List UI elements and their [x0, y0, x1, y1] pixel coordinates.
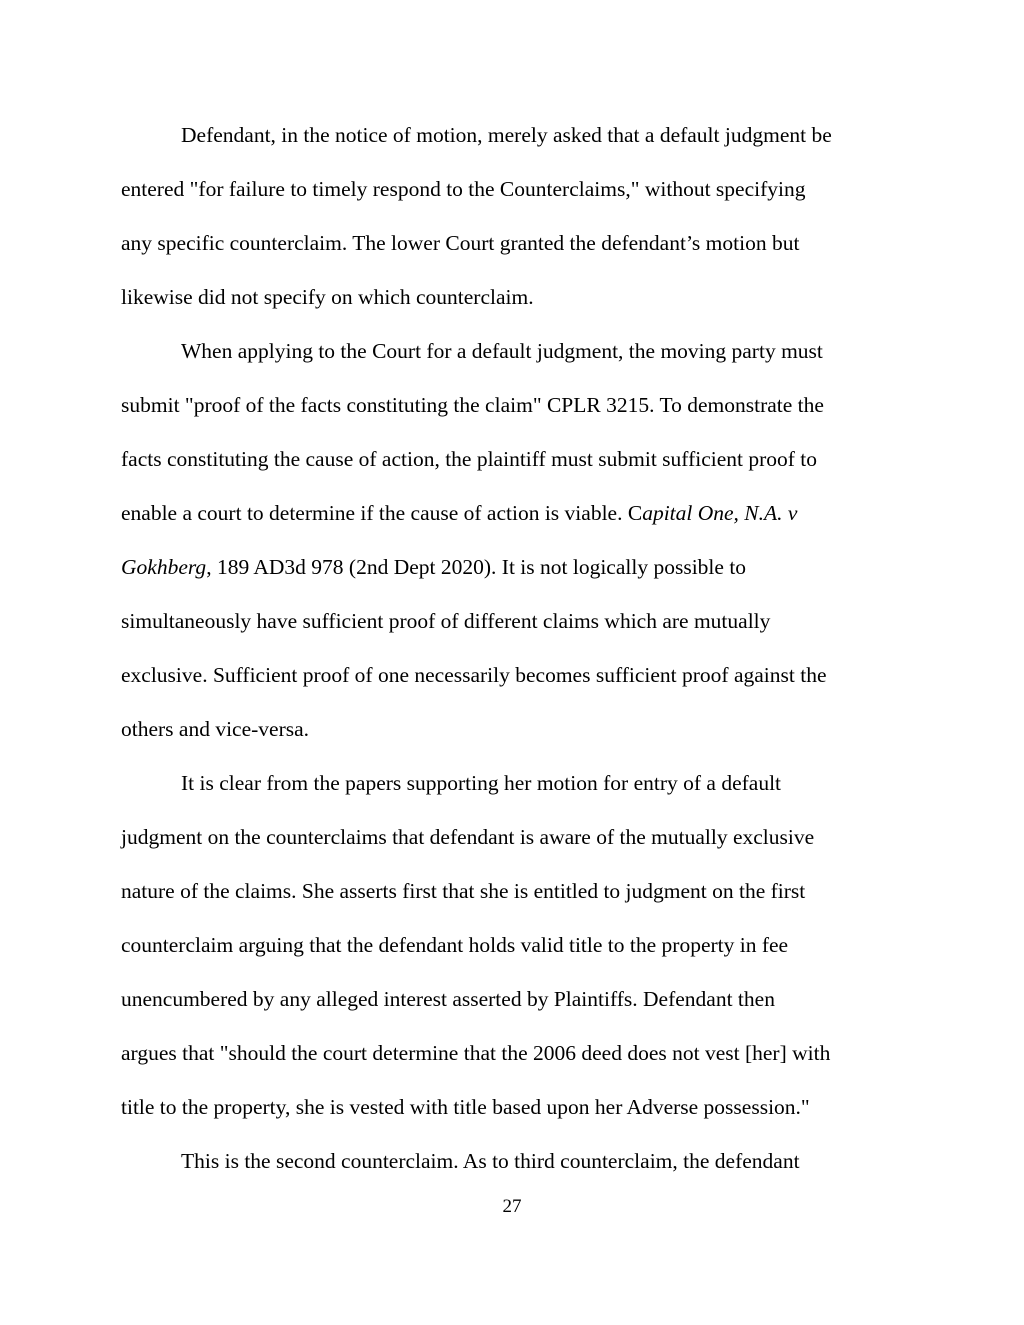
paragraph-3-line-1: It is clear from the papers supporting her motion for entry of a default [181, 771, 782, 795]
line-text: enable a court to determine if the cause of action is viable. C [121, 501, 643, 525]
paragraph-1-line-4: likewise did not specify on which counterclaim. [121, 285, 534, 309]
paragraph-2-line-2: submit "proof of the facts constituting the claim" CPLR 3215. To demonstrate the [121, 393, 824, 417]
case-citation-italic: apital One, N.A. v [642, 501, 798, 525]
case-citation-italic: Gokhberg [121, 555, 207, 579]
paragraph-2-line-8: others and vice-versa. [121, 717, 310, 741]
paragraph-1-line-3: any specific counterclaim. The lower Court granted the defendant’s motion but [121, 231, 800, 255]
paragraph-3-line-3: nature of the claims. She asserts first that she is entitled to judgment on the first [121, 879, 806, 903]
paragraph-3-line-2: judgment on the counterclaims that defendant is aware of the mutually exclusive [121, 825, 815, 849]
paragraph-1-line-2: entered "for failure to timely respond to the Counterclaims," without specifying [121, 177, 806, 201]
paragraph-2-line-6: simultaneously have sufficient proof of different claims which are mutually [121, 609, 771, 633]
paragraph-2-line-3: facts constituting the cause of action, the plaintiff must submit sufficient proof to [121, 447, 818, 471]
paragraph-2-line-4 [121, 500, 797, 526]
paragraph-2-line-5 [121, 554, 746, 580]
paragraph-2-line-7: exclusive. Sufficient proof of one necessarily becomes sufficient proof against the [121, 663, 827, 687]
line-text: , 189 AD3d 978 (2nd Dept 2020). It is not logically possible to [206, 555, 747, 579]
paragraph-3-line-4: counterclaim arguing that the defendant holds valid title to the property in fee [121, 933, 789, 957]
paragraph-3-line-6: argues that "should the court determine that the 2006 deed does not vest [her] with [121, 1041, 831, 1065]
paragraph-4-line-1: This is the second counterclaim. As to third counterclaim, the defendant [181, 1149, 800, 1173]
paragraph-3-line-5: unencumbered by any alleged interest asserted by Plaintiffs. Defendant then [121, 987, 775, 1011]
paragraph-3-line-7: title to the property, she is vested with title based upon her Adverse possession." [121, 1095, 810, 1119]
paragraph-2-line-1: When applying to the Court for a default judgment, the moving party must [181, 339, 823, 363]
paragraph-1-line-1: Defendant, in the notice of motion, merely asked that a default judgment be [181, 123, 832, 147]
page-number: 27 [502, 1196, 522, 1217]
